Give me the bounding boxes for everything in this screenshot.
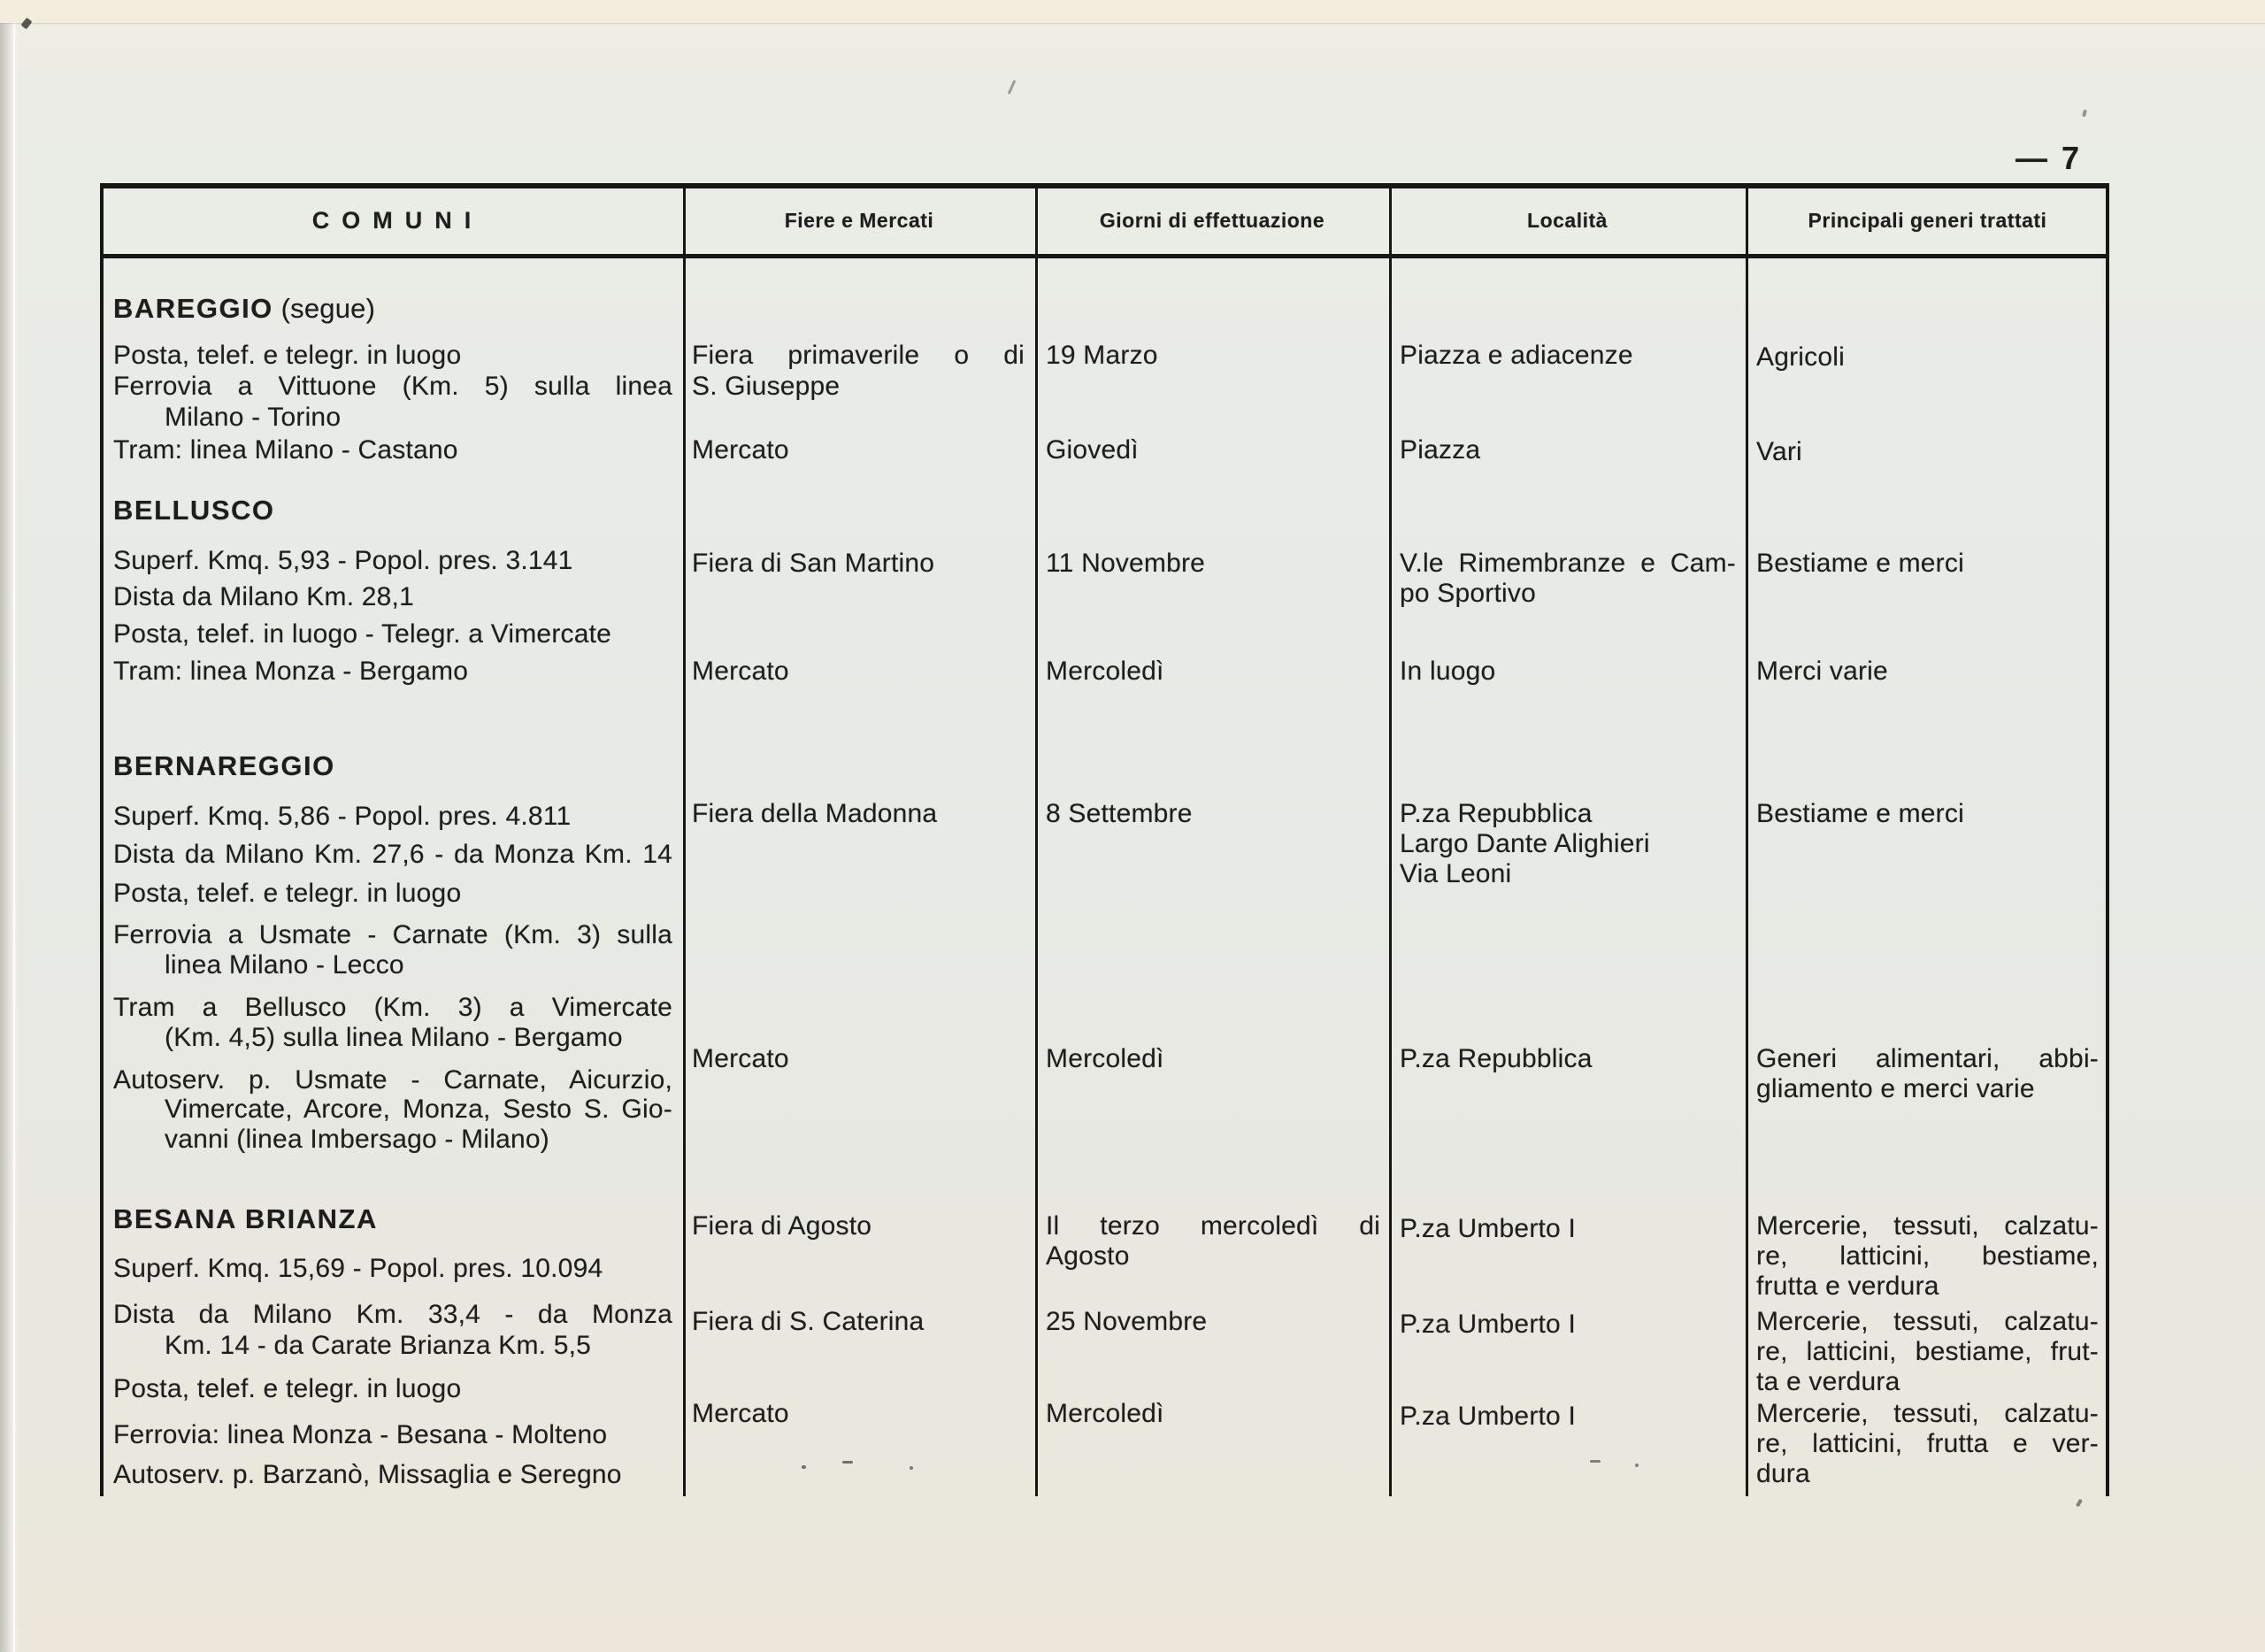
fiera-cell-line: Fiera di S. Caterina [692,1307,925,1336]
giorno-cell-line: Mercoledì [1046,1399,1164,1428]
column-header-comuni-label: COMUNI [311,206,484,234]
localita-cell-line: P.za Umberto I [1400,1402,1577,1431]
table-right-border [2106,183,2109,1496]
scan-speck [1590,1460,1601,1463]
generi-cell-line: gliamento e merci varie [1756,1074,2035,1103]
giorno-cell-line: 19 Marzo [1046,341,1158,370]
generi-cell-line: Bestiame e merci [1756,549,1964,578]
comune-name-suffix: (segue) [273,293,376,324]
scan-speck [2082,110,2087,118]
giorno-cell-line: Agosto [1046,1241,1130,1271]
localita-cell-line: Piazza e adiacenze [1400,341,1633,370]
comune-info-line: linea Milano - Lecco [165,950,404,980]
scan-speck [910,1466,913,1470]
column-header-giorni-label: Giorni di effettuazione [1099,208,1325,232]
giorno-cell-line: Mercoledì [1046,657,1164,686]
table-left-border [100,183,104,1496]
comune-info-line: Dista da Milano Km. 33,4 - da Monza [113,1300,672,1329]
comune-name: BAREGGIO [113,293,273,324]
column-divider-1 [683,183,686,1496]
comune-name: BELLUSCO [113,495,275,526]
page-number: — 7 [2015,140,2083,176]
column-header-fiere-label: Fiere e Mercati [784,208,934,232]
generi-cell-line: Generi alimentari, abbi- [1756,1044,2099,1073]
localita-cell-line: Piazza [1400,435,1481,465]
localita-cell-line: P.za Umberto I [1400,1214,1577,1243]
column-divider-4 [1746,183,1748,1496]
comune-info-line: Tram: linea Milano - Castano [113,435,458,465]
localita-cell-line: V.le Rimembranze e Cam- [1400,549,1736,578]
generi-cell-line: Merci varie [1756,657,1888,686]
scan-speck [2076,1499,2083,1508]
comune-info-line: Superf. Kmq. 15,69 - Popol. pres. 10.094 [113,1254,603,1283]
comune-info-line: Tram a Bellusco (Km. 3) a Vimercate [113,993,672,1022]
giorno-cell-line: Mercoledì [1046,1044,1164,1073]
comune-name: BESANA BRIANZA [113,1203,378,1234]
generi-cell-line: re, latticini, bestiame, [1756,1241,2099,1271]
column-header-giorni [1035,188,1389,253]
comune-info-line: Autoserv. p. Usmate - Carnate, Aicurzio, [113,1065,672,1095]
generi-cell-line: dura [1756,1459,1810,1488]
comune-info-line: Posta, telef. e telegr. in luogo [113,879,462,908]
giorno-cell-line: 8 Settembre [1046,799,1193,828]
column-header-generi-label: Principali generi trattati [1808,208,2047,232]
fiera-cell-line: Fiera di Agosto [692,1211,872,1241]
fiera-cell-line: Mercato [692,657,789,686]
giorno-cell-line: 25 Novembre [1046,1307,1208,1336]
giorno-cell-line: Il terzo mercoledì di [1046,1211,1380,1241]
column-header-fiere-mercati [683,188,1035,253]
generi-cell-line: Agricoli [1756,342,1845,372]
generi-cell-line: re, latticini, frutta e ver- [1756,1429,2099,1458]
localita-cell-line: Largo Dante Alighieri [1400,829,1650,858]
comune-info-line: Posta, telef. e telegr. in luogo [113,1374,462,1403]
comune-info-line: Tram: linea Monza - Bergamo [113,657,469,686]
comune-info-line: (Km. 4,5) sulla linea Milano - Bergamo [165,1023,623,1052]
localita-cell-line: P.za Repubblica [1400,1044,1593,1073]
comune-title [113,496,672,526]
generi-cell-line: Mercerie, tessuti, calzatu- [1756,1307,2099,1336]
comune-name: BERNAREGGIO [113,750,335,781]
page-top-edge [0,0,2265,23]
scan-speck [1008,80,1017,95]
generi-cell-line: frutta e verdura [1756,1272,1939,1301]
fiera-cell-line: S. Giuseppe [692,372,841,401]
localita-cell-line: P.za Repubblica [1400,799,1593,828]
fiera-cell-line: Mercato [692,1399,789,1428]
column-divider-2 [1035,183,1038,1496]
scan-speck [1635,1464,1639,1467]
comune-info-line: Ferrovia: linea Monza - Besana - Molteno [113,1420,608,1449]
generi-cell-line: Mercerie, tessuti, calzatu- [1756,1211,2099,1241]
generi-cell-line: Mercerie, tessuti, calzatu- [1756,1399,2099,1428]
comune-info-line: Ferrovia a Usmate - Carnate (Km. 3) sulla [113,920,672,949]
comune-info-line: Superf. Kmq. 5,93 - Popol. pres. 3.141 [113,546,573,575]
generi-cell-line: Bestiame e merci [1756,799,1964,828]
generi-cell-line: ta e verdura [1756,1367,1900,1396]
comune-title [113,294,672,324]
comune-info-line: Vimercate, Arcore, Monza, Sesto S. Gio- [165,1095,672,1124]
comune-info-line: Dista da Milano Km. 27,6 - da Monza Km. 14 [113,840,672,869]
comune-info-line: Superf. Kmq. 5,86 - Popol. pres. 4.811 [113,802,572,831]
fiera-cell-line: Fiera di San Martino [692,549,935,578]
comune-info-line: Posta, telef. in luogo - Telegr. a Vimercate [113,619,612,649]
giorno-cell-line: Giovedì [1046,435,1139,465]
localita-cell-line: Via Leoni [1400,859,1512,888]
scan-speck [802,1465,806,1469]
fiera-cell-line: Mercato [692,435,789,465]
localita-cell-line: po Sportivo [1400,579,1536,608]
comune-info-line: Km. 14 - da Carate Brianza Km. 5,5 [165,1331,592,1360]
fiera-cell-line: Fiera della Madonna [692,799,938,828]
table-header-rule [100,254,2109,258]
comune-title [113,751,672,781]
comune-info-line: Milano - Torino [165,403,342,432]
scan-speck [842,1461,853,1464]
comune-info-line: Posta, telef. e telegr. in luogo [113,341,462,370]
column-header-localita-label: Località [1527,208,1608,232]
comune-info-line: Dista da Milano Km. 28,1 [113,582,414,611]
column-header-comuni [100,188,683,253]
page-left-crease [13,0,15,1652]
comune-info-line: Autoserv. p. Barzanò, Missaglia e Seregno [113,1460,622,1489]
comune-info-line: vanni (linea Imbersago - Milano) [165,1125,549,1154]
localita-cell-line: In luogo [1400,657,1496,686]
generi-cell-line: Vari [1756,437,1802,466]
localita-cell-line: P.za Umberto I [1400,1310,1577,1339]
generi-cell-line: re, latticini, bestiame, frut- [1756,1337,2099,1366]
page-left-edge [0,0,19,1652]
comune-info-line: Ferrovia a Vittuone (Km. 5) sulla linea [113,372,672,401]
giorno-cell-line: 11 Novembre [1046,549,1206,578]
fiera-cell-line: Mercato [692,1044,789,1073]
comune-title [113,1204,672,1234]
column-divider-3 [1389,183,1392,1496]
column-header-generi [1746,188,2109,253]
column-header-localita [1389,188,1746,253]
fiera-cell-line: Fiera primaverile o di [692,341,1025,370]
